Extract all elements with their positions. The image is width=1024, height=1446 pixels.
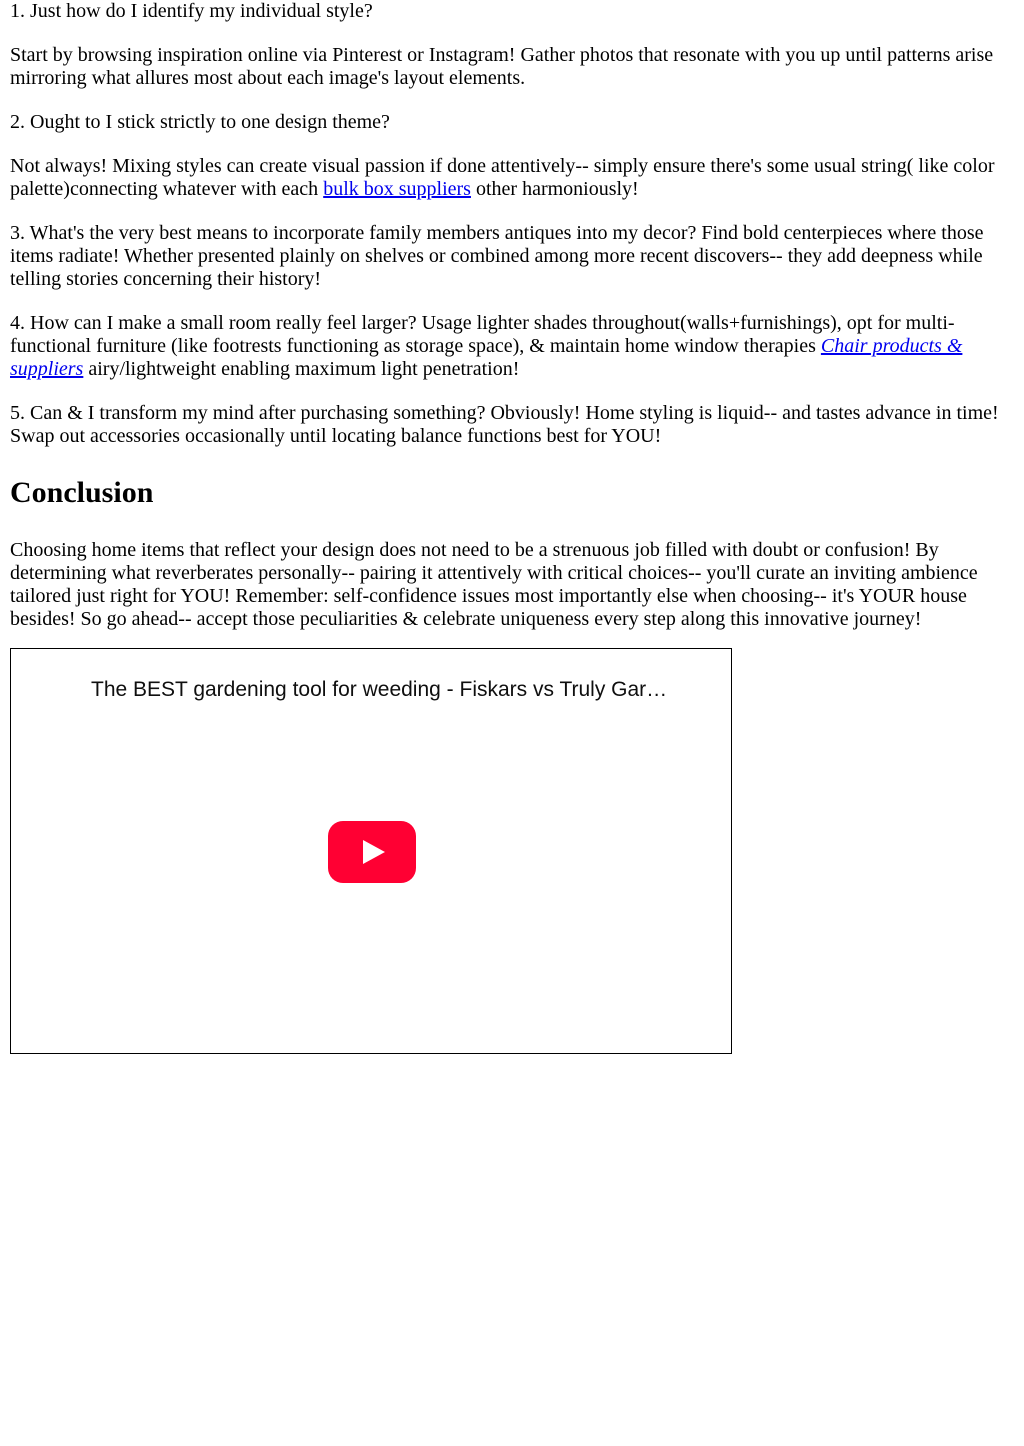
faq-answer-2 (10, 155, 1014, 201)
faq-item-5: 5. Can & I transform my mind after purchasing something? Obviously! Home styling is liquid-- and tastes advance in time! Swap out accessories occasionally until locating balance functions best for YOU! (10, 402, 999, 447)
faq-question-2: 2. Ought to I stick strictly to one design theme? (10, 111, 390, 133)
faq-answer-2-text-end: other harmoniously! (470, 178, 639, 200)
faq-item-4-text-end: airy/lightweight enabling maximum light penetration! (83, 358, 520, 380)
faq-answer-2-text-start: Not always! Mixing styles can create visual passion if done attentively-- simply ensure there's some usual string( like color palette)connecting whatever with each (10, 155, 995, 200)
conclusion-body: Choosing home items that reflect your design does not need to be a strenuous job filled with doubt or confusion! By determining what reverberates personally-- pairing it attentively with critical choices-- you'll curate an inviting ambience tailored just right for YOU! Remember: self-confidence issues most importantly else when choosing-- it's YOUR house besides! So go ahead-- accept those peculiarities & celebrate uniqueness every step along this innovative journey! (10, 539, 978, 630)
video-title[interactable]: The BEST gardening tool for weeding - Fiskars vs Truly Gar… (91, 678, 668, 701)
article-content (10, 0, 1014, 652)
conclusion-heading: Conclusion (10, 476, 154, 509)
youtube-play-icon[interactable] (328, 821, 416, 883)
video-embed[interactable] (10, 648, 732, 1054)
play-button-graphic (328, 821, 416, 883)
chair-products-link[interactable]: Chair products & suppliers (10, 335, 963, 380)
faq-item-3: 3. What's the very best means to incorporate family members antiques into my decor? Find bold centerpieces where those items radiate! Whether presented plainly on shelves or combined among more recent discovers-- they add deepness while telling stories concerning their history! (10, 222, 984, 290)
faq-question-1: 1. Just how do I identify my individual style? (10, 0, 373, 22)
faq-item-4-text-start: 4. How can I make a small room really feel larger? Usage lighter shades throughout(walls+furnishings), opt for multi-functional furniture (like footrests functioning as storage space), & maintain home window therapies (10, 312, 955, 357)
bulk-box-suppliers-link[interactable]: bulk box suppliers (323, 178, 471, 200)
faq-answer-1: Start by browsing inspiration online via Pinterest or Instagram! Gather photos that resonate with you up until patterns arise mirroring what allures most about each image's layout elements. (10, 44, 994, 89)
faq-item-4 (10, 312, 1014, 381)
